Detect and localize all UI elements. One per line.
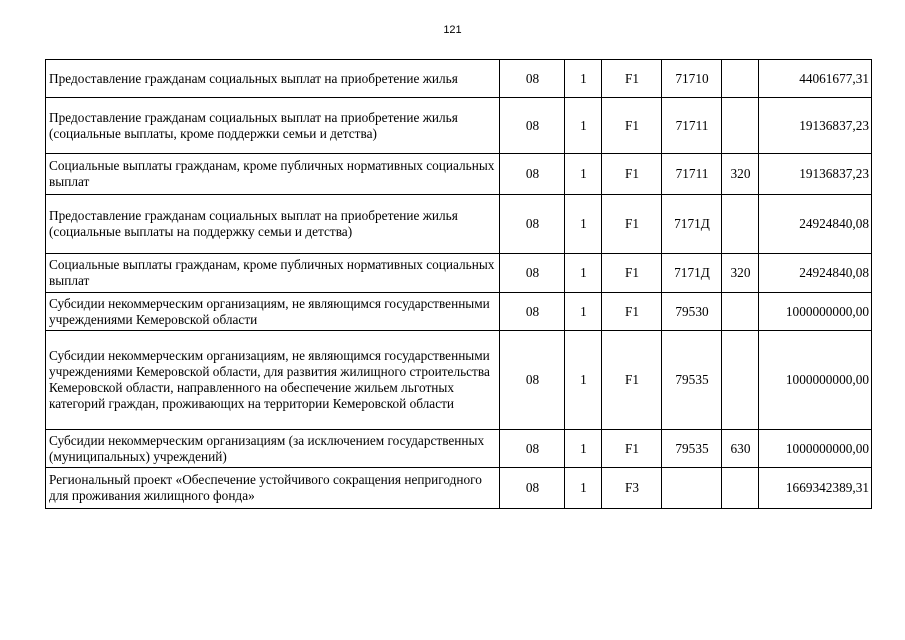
row-section: 08 [500,293,565,331]
row-program: F3 [602,468,662,509]
row-amount: 1000000000,00 [759,430,872,468]
row-name: Предоставление гражданам социальных выплат на приобретение жилья (социальные выплаты на поддержку семьи и детства) [46,195,500,254]
row-expense-type [722,331,759,430]
row-program: F1 [602,331,662,430]
row-name: Предоставление гражданам социальных выплат на приобретение жилья [46,60,500,98]
row-program: F1 [602,293,662,331]
row-program: F1 [602,254,662,293]
page-number: 121 [443,24,462,36]
row-direction: 71710 [662,60,722,98]
row-amount: 44061677,31 [759,60,872,98]
row-direction: 79535 [662,331,722,430]
table-row [46,430,872,468]
table-row [46,195,872,254]
row-direction: 79530 [662,293,722,331]
row-subsection: 1 [565,468,602,509]
row-section: 08 [500,468,565,509]
row-subsection: 1 [565,430,602,468]
row-program: F1 [602,430,662,468]
row-name: Социальные выплаты гражданам, кроме публичных нормативных социальных выплат [46,254,500,293]
table-row [46,293,872,331]
row-direction: 79535 [662,430,722,468]
row-amount: 1000000000,00 [759,293,872,331]
row-amount: 19136837,23 [759,154,872,195]
row-direction: 7171Д [662,195,722,254]
row-name: Региональный проект «Обеспечение устойчивого сокращения непригодного для проживания жилищного фонда» [46,468,500,509]
row-section: 08 [500,98,565,154]
row-expense-type [722,195,759,254]
table-row [46,254,872,293]
row-amount: 24924840,08 [759,254,872,293]
row-section: 08 [500,254,565,293]
row-subsection: 1 [565,60,602,98]
row-section: 08 [500,60,565,98]
row-amount: 1000000000,00 [759,331,872,430]
row-name: Социальные выплаты гражданам, кроме публичных нормативных социальных выплат [46,154,500,195]
row-expense-type [722,293,759,331]
budget-table [45,59,872,509]
row-direction: 71711 [662,154,722,195]
row-section: 08 [500,430,565,468]
row-program: F1 [602,60,662,98]
table-row [46,468,872,509]
row-expense-type [722,468,759,509]
row-amount: 1669342389,31 [759,468,872,509]
row-section: 08 [500,154,565,195]
row-expense-type [722,98,759,154]
row-expense-type [722,60,759,98]
row-name: Субсидии некоммерческим организациям, не являющимся государственными учреждениями Кемеровской области, для развития жилищного строительства Кемеровской области, направленного на обеспечение жильем льготных категорий граждан, проживающих на территории Кемеровской области [46,331,500,430]
row-section: 08 [500,331,565,430]
row-subsection: 1 [565,195,602,254]
row-subsection: 1 [565,254,602,293]
table-row [46,331,872,430]
row-expense-type: 320 [722,154,759,195]
row-program: F1 [602,154,662,195]
row-expense-type: 630 [722,430,759,468]
row-subsection: 1 [565,331,602,430]
row-direction: 71711 [662,98,722,154]
row-subsection: 1 [565,293,602,331]
row-program: F1 [602,195,662,254]
row-name: Субсидии некоммерческим организациям (за исключением государственных (муниципальных) учреждений) [46,430,500,468]
row-amount: 24924840,08 [759,195,872,254]
row-name: Предоставление гражданам социальных выплат на приобретение жилья (социальные выплаты, кроме поддержки семьи и детства) [46,98,500,154]
row-amount: 19136837,23 [759,98,872,154]
row-section: 08 [500,195,565,254]
row-program: F1 [602,98,662,154]
row-name: Субсидии некоммерческим организациям, не являющимся государственными учреждениями Кемеровской области [46,293,500,331]
table-row [46,154,872,195]
row-subsection: 1 [565,154,602,195]
row-direction [662,468,722,509]
row-direction: 7171Д [662,254,722,293]
table-row [46,60,872,98]
table-row [46,98,872,154]
row-expense-type: 320 [722,254,759,293]
row-subsection: 1 [565,98,602,154]
